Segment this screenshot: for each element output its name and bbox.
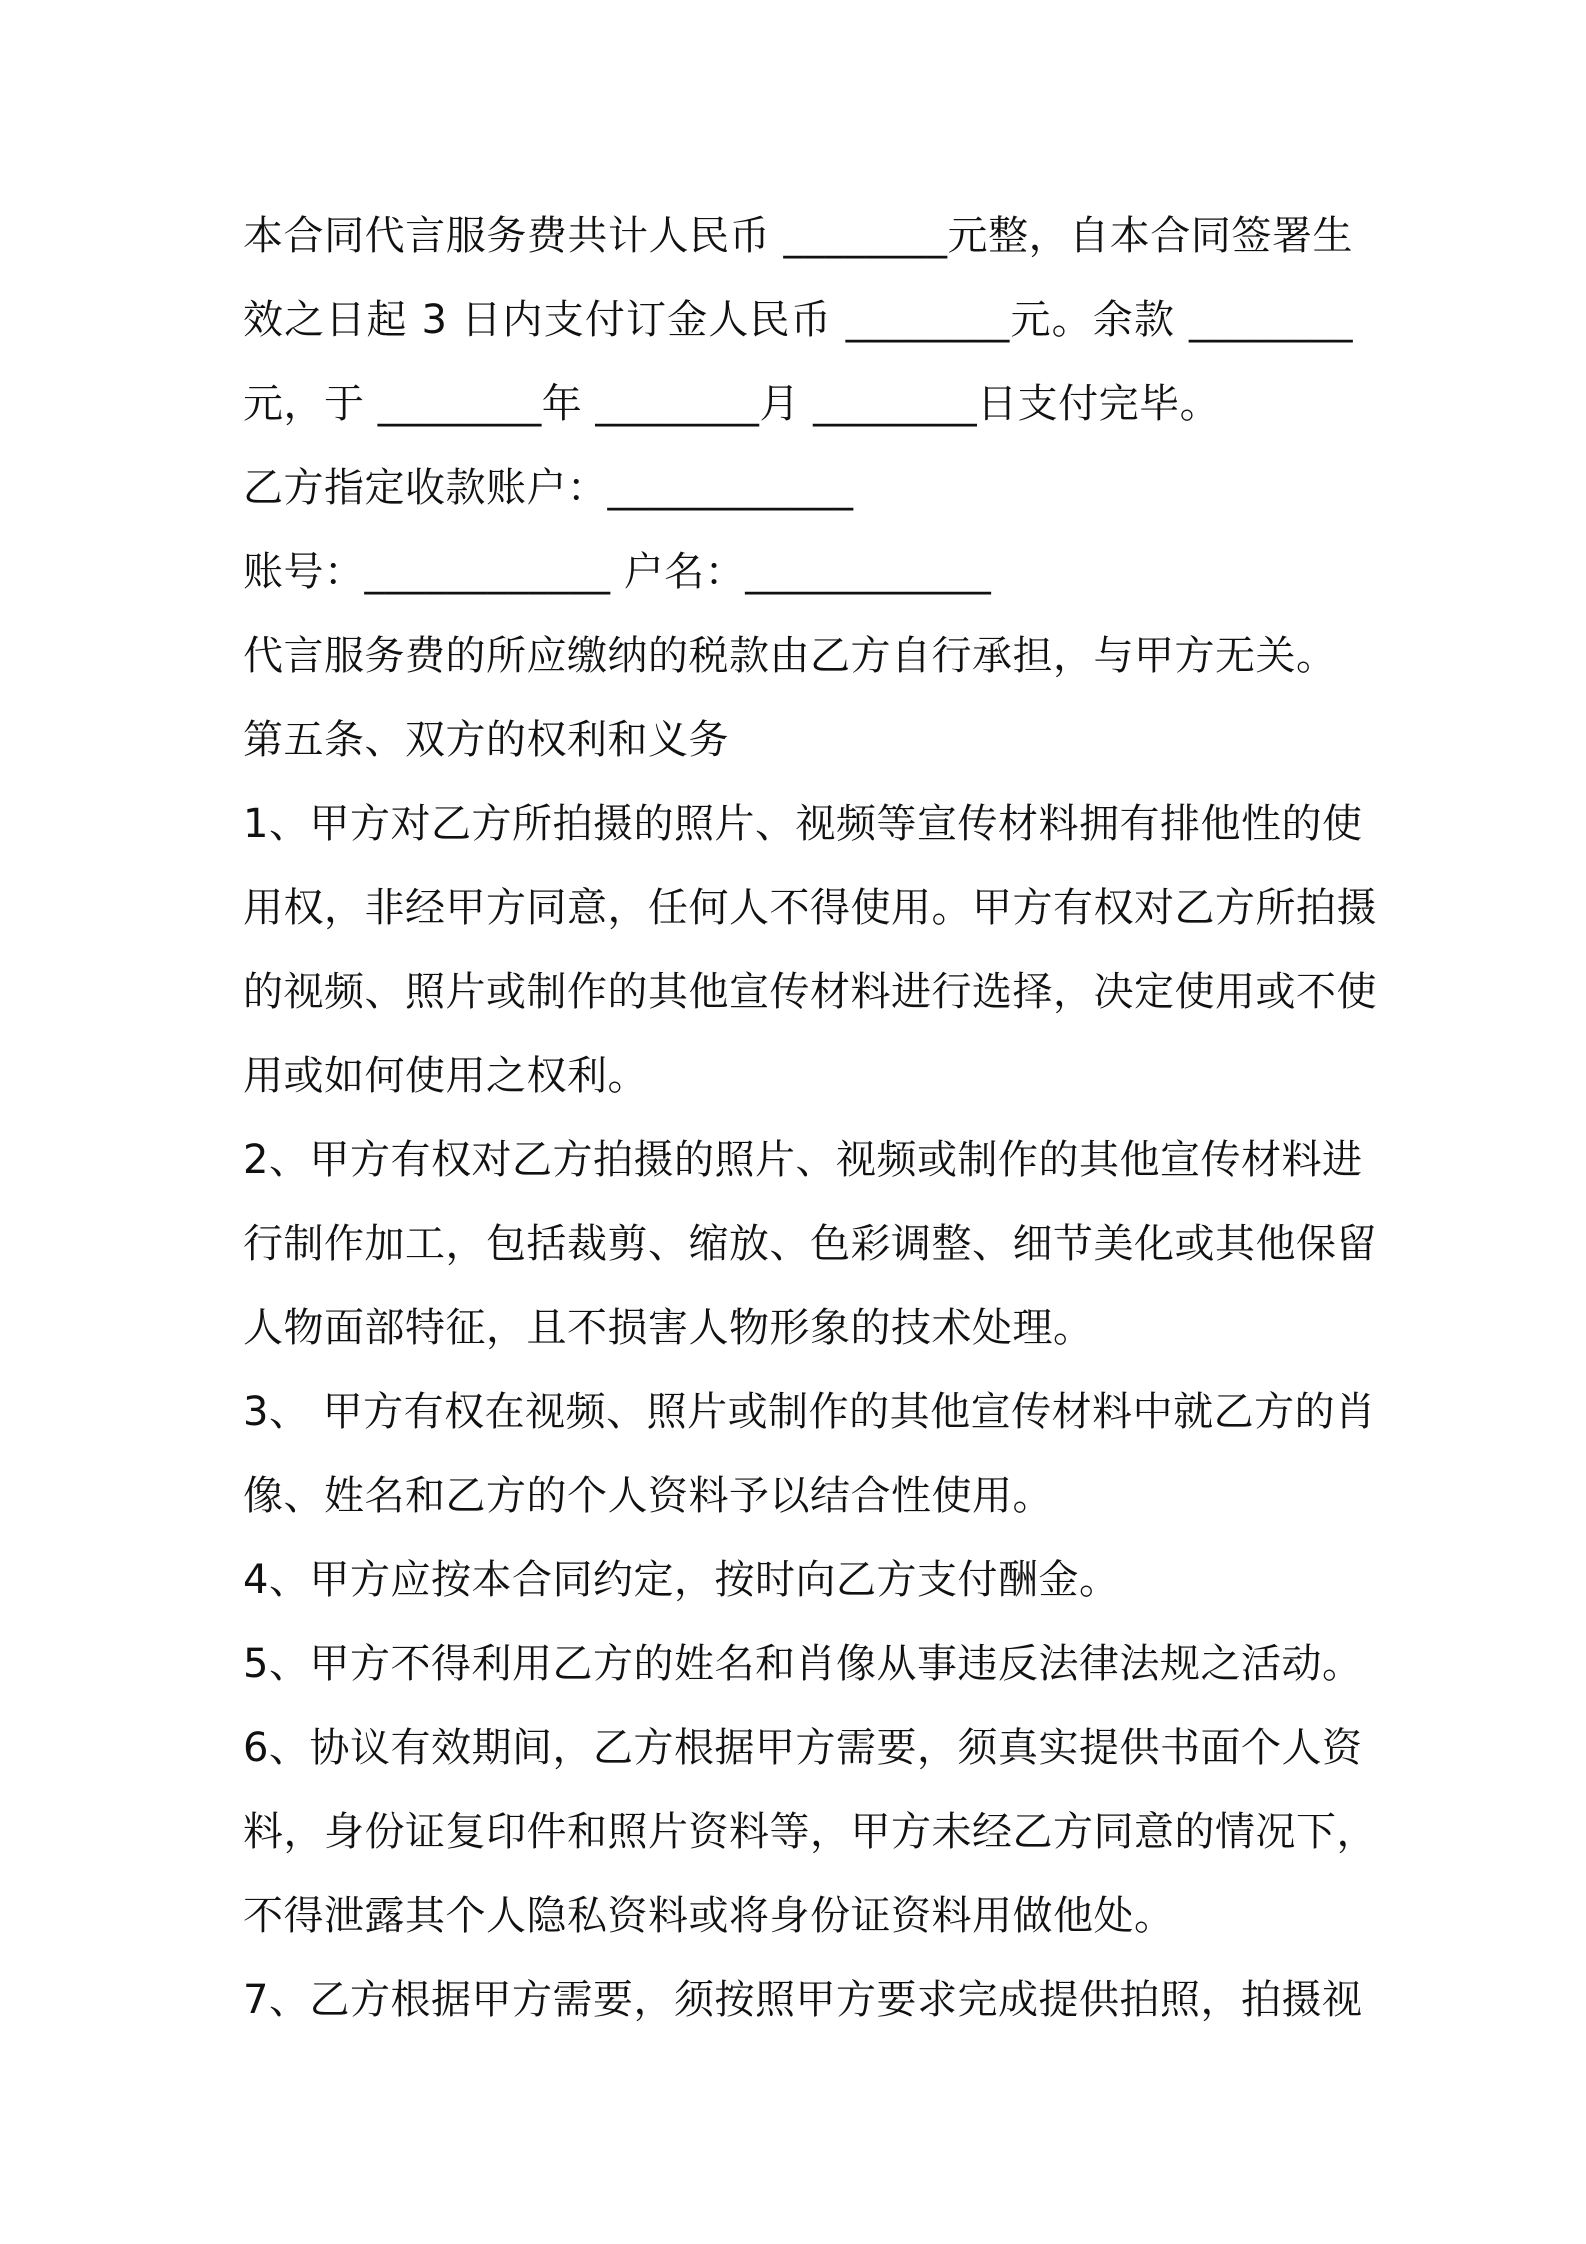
text-line: 3、 甲方有权在视频、照片或制作的其他宣传材料中就乙方的肖 [243, 1389, 1376, 1435]
text-line: 像、姓名和乙方的个人资料予以结合性使用。 [243, 1473, 1053, 1519]
text-line: 5、甲方不得利用乙方的姓名和肖像从事违反法律法规之活动。 [243, 1641, 1363, 1687]
text-line: 用权，非经甲方同意，任何人不得使用。甲方有权对乙方所拍摄 [243, 885, 1377, 931]
text-line: 2、甲方有权对乙方拍摄的照片、视频或制作的其他宣传材料进 [243, 1137, 1363, 1183]
text-line: 的视频、照片或制作的其他宣传材料进行选择，决定使用或不使 [243, 969, 1377, 1015]
text-line: 行制作加工，包括裁剪、缩放、色彩调整、细节美化或其他保留 [243, 1221, 1377, 1267]
text-line: 6、协议有效期间，乙方根据甲方需要，须真实提供书面个人资 [243, 1725, 1363, 1771]
text-line: 代言服务费的所应缴纳的税款由乙方自行承担，与甲方无关。 [243, 633, 1337, 679]
section-heading: 第五条、双方的权利和义务 [243, 717, 729, 763]
text-line: 不得泄露其个人隐私资料或将身份证资料用做他处。 [243, 1893, 1175, 1939]
text-line: 料，身份证复印件和照片资料等，甲方未经乙方同意的情况下， [243, 1809, 1377, 1855]
text-line: 4、甲方应按本合同约定，按时向乙方支付酬金。 [243, 1557, 1120, 1603]
text-line: 1、甲方对乙方所拍摄的照片、视频等宣传材料拥有排他性的使 [243, 801, 1363, 847]
text-line: 人物面部特征，且不损害人物形象的技术处理。 [243, 1305, 1094, 1351]
text-line: 7、乙方根据甲方需要，须按照甲方要求完成提供拍照，拍摄视 [243, 1977, 1363, 2023]
text-line: 乙方指定收款账户：____________ [243, 465, 854, 511]
text-line: 本合同代言服务费共计人民币 ________元整，自本合同签署生 [243, 213, 1353, 259]
text-line: 元，于 ________年 ________月 ________日支付完毕。 [243, 381, 1221, 427]
text-line: 效之日起 3 日内支付订金人民币 ________元。余款 ________ [243, 297, 1353, 343]
text-line: 用或如何使用之权利。 [243, 1053, 648, 1099]
document-body [243, 194, 1377, 2042]
text-line: 账号：____________ 户名：____________ [243, 549, 992, 595]
